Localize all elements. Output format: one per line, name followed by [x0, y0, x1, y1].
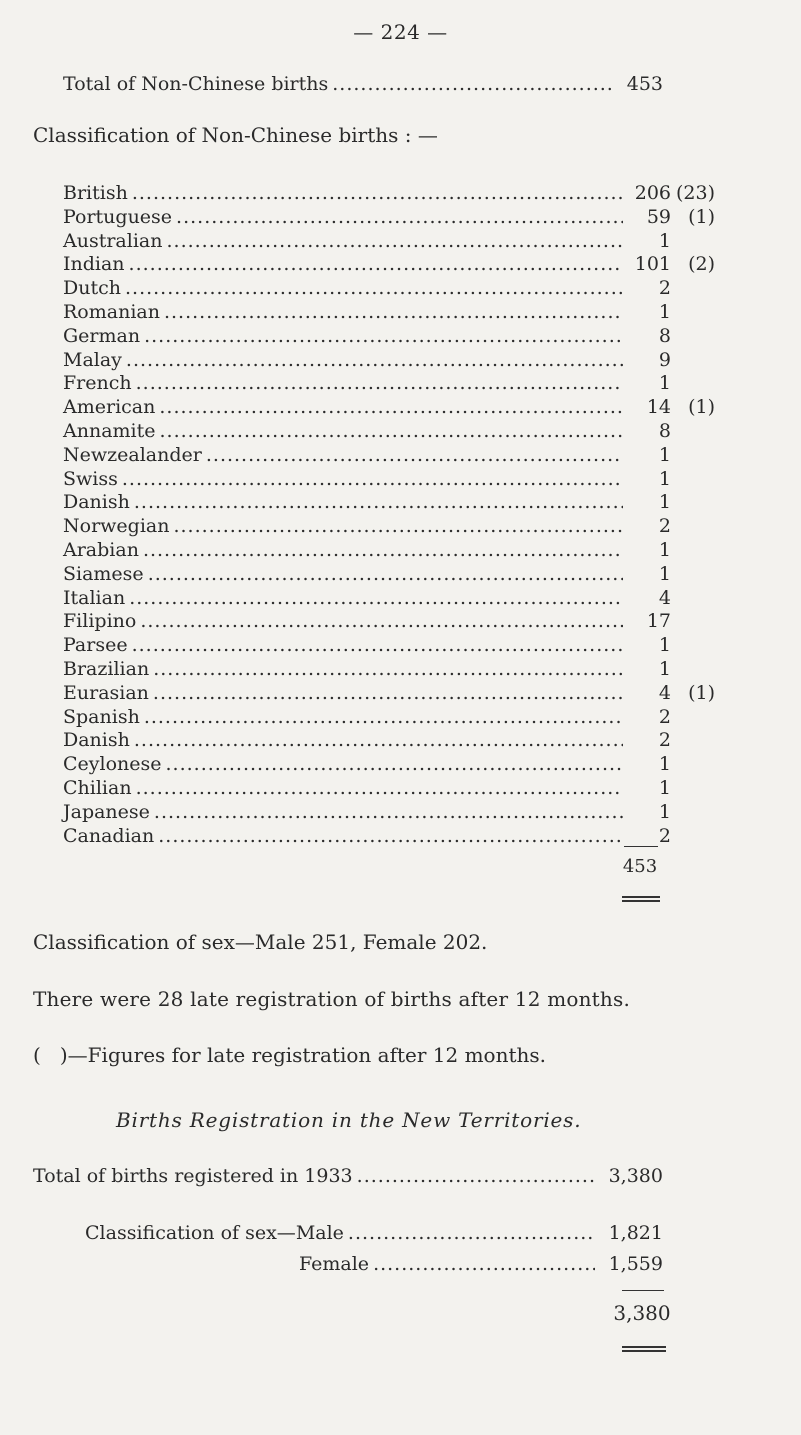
nationality-name: Chilian [63, 777, 132, 799]
nationality-count: 8 [658, 324, 671, 347]
nationality-row [63, 658, 715, 682]
late-registration-count: (2) [688, 253, 715, 276]
dot-leader [373, 1253, 595, 1275]
nationality-name: Australian [63, 229, 163, 252]
nationality-name: British [63, 182, 128, 204]
nationality-row [63, 396, 715, 420]
nationality-count: 2 [658, 705, 671, 728]
nationality-name: American [63, 396, 156, 419]
dot-leader [348, 1222, 595, 1244]
nt-male-row [85, 1222, 663, 1246]
nationality-count: 9 [658, 348, 671, 371]
nationality-name: Dutch [63, 277, 121, 300]
nationality-count: 1 [658, 491, 671, 514]
nt-sum-rule [622, 1290, 664, 1291]
total-registered-row [33, 1165, 663, 1189]
nationality-count: 1 [658, 562, 671, 585]
nationality-count: 1 [658, 539, 671, 561]
nationality-count: 1 [658, 753, 671, 776]
nationality-name: Swiss [63, 467, 118, 490]
nationality-row [63, 420, 715, 444]
dot-leader [153, 658, 623, 680]
nationality-name: German [63, 324, 141, 347]
total-non-chinese-value: 453 [626, 73, 663, 95]
dot-leader [129, 587, 623, 609]
nt-sex-prefix: Classification of sex— [85, 1222, 296, 1244]
dot-leader [153, 682, 623, 704]
nationality-row [63, 825, 715, 849]
total-non-chinese-row [63, 73, 663, 97]
nationality-row [63, 444, 715, 468]
nationality-row [63, 753, 715, 777]
dot-leader [173, 515, 623, 537]
new-territories-heading: Births Registration in the New Territories. [116, 1108, 582, 1132]
nt-female-value: 1,559 [608, 1253, 663, 1275]
nationality-count: 1 [658, 301, 671, 323]
late-registration-count: (23) [675, 182, 715, 204]
nationality-name: Annamite [63, 420, 156, 442]
dot-leader [332, 73, 615, 95]
dot-leader [140, 610, 623, 632]
total-double-rule-top [622, 896, 660, 898]
nationality-name: Canadian [63, 824, 155, 847]
nationality-row [63, 610, 715, 634]
nationality-count: 4 [658, 681, 671, 704]
nationality-name: Siamese [63, 562, 144, 585]
nationality-name: Indian [63, 253, 125, 276]
dot-leader [122, 468, 623, 490]
nationality-count: 59 [646, 205, 671, 228]
nationality-count: 1 [658, 467, 671, 490]
nt-female-label: Female [299, 1253, 370, 1275]
total-registered-label: Total of births registered in 1933 [33, 1165, 353, 1187]
nationality-name: Parsee [63, 634, 128, 657]
dot-leader [126, 349, 623, 371]
nationality-row [63, 230, 715, 254]
nationality-name: Danish [63, 491, 130, 514]
nationality-row [63, 706, 715, 730]
dot-leader [132, 182, 623, 204]
nationality-row [63, 515, 715, 539]
nt-total: 3,380 [613, 1301, 671, 1325]
dot-leader [357, 1165, 595, 1187]
nationality-name: Portuguese [63, 205, 173, 228]
total-double-rule-bottom [622, 900, 660, 902]
nationality-row [63, 206, 715, 230]
dot-leader [134, 491, 623, 513]
dot-leader [134, 729, 623, 751]
nationality-name: Filipino [63, 610, 137, 633]
nationality-name: Eurasian [63, 681, 149, 704]
nt-male-label: Male [295, 1222, 344, 1244]
nationality-name: Danish [63, 729, 130, 752]
nationality-count: 101 [634, 253, 671, 276]
nationality-count: 2 [658, 515, 671, 538]
nationality-name: Ceylonese [63, 753, 162, 776]
dot-leader [166, 230, 623, 252]
nationality-row [63, 182, 715, 206]
nationality-row [63, 372, 715, 396]
total-non-chinese-label: Total of Non-Chinese births [63, 73, 329, 95]
nationality-count: 1 [658, 372, 671, 395]
nationality-name: Newzealander [63, 443, 202, 466]
nationality-row [63, 349, 715, 373]
late-registration-count: (1) [688, 681, 715, 704]
nationality-row [63, 253, 715, 277]
page-number: — 224 — [353, 20, 448, 44]
nationality-count: 2 [658, 824, 671, 847]
total-registered-value: 3,380 [608, 1165, 663, 1187]
nt-male-value: 1,821 [608, 1222, 663, 1244]
nationality-name: Norwegian [63, 515, 170, 538]
dot-leader [136, 777, 623, 799]
nationality-row [63, 587, 715, 611]
dot-leader [136, 372, 623, 394]
dot-leader [176, 206, 623, 228]
dot-leader [144, 325, 623, 347]
dot-leader [125, 277, 623, 299]
nt-female-row [299, 1253, 663, 1277]
nationality-row [63, 325, 715, 349]
nationality-count: 1 [658, 443, 671, 466]
dot-leader [143, 539, 623, 561]
nationality-count: 1 [658, 800, 671, 823]
nationality-count: 4 [658, 586, 671, 609]
nationality-row [63, 563, 715, 587]
nationality-name: Arabian [63, 539, 139, 561]
sex-classification: Classification of sex—Male 251, Female 202. [33, 930, 488, 954]
classification-heading: Classification of Non-Chinese births : — [33, 123, 438, 147]
nationality-row [63, 491, 715, 515]
nt-double-rule-bottom [622, 1350, 666, 1352]
figures-note: ( )—Figures for late registration after 12 months. [33, 1043, 547, 1067]
nationality-count: 2 [658, 729, 671, 752]
nationality-count: 17 [646, 610, 671, 633]
nationality-name: Brazilian [63, 658, 150, 680]
nationality-row [63, 301, 715, 325]
late-registration-count: (1) [688, 396, 715, 419]
dot-leader [129, 253, 623, 275]
dot-leader [132, 634, 623, 656]
nationality-name: French [63, 372, 132, 395]
nationality-name: Malay [63, 348, 122, 371]
late-registration-count: (1) [688, 205, 715, 228]
dot-leader [166, 753, 623, 775]
nationality-count: 1 [658, 229, 671, 252]
dot-leader [148, 563, 623, 585]
nationality-row [63, 468, 715, 492]
nationality-name: Italian [63, 586, 126, 609]
nationality-count: 14 [646, 396, 671, 419]
nationality-name: Japanese [63, 800, 150, 823]
nationality-row [63, 682, 715, 706]
dot-leader [158, 825, 623, 847]
nationality-row [63, 729, 715, 753]
nationality-count: 1 [658, 658, 671, 680]
dot-leader [154, 801, 623, 823]
nationalities-total: 453 [622, 856, 658, 877]
nt-double-rule-top [622, 1346, 666, 1348]
dot-leader [144, 706, 623, 728]
nationality-count: 1 [658, 777, 671, 799]
dot-leader [160, 420, 624, 442]
nationality-name: Romanian [63, 301, 160, 323]
nationality-count: 8 [658, 420, 671, 442]
sum-rule [624, 846, 658, 847]
nationality-row [63, 539, 715, 563]
dot-leader [206, 444, 623, 466]
nationality-count: 1 [658, 634, 671, 657]
nationality-name: Spanish [63, 705, 140, 728]
nationality-row [63, 801, 715, 825]
dot-leader [164, 301, 623, 323]
late-registration-text: There were 28 late registration of births after 12 months. [33, 987, 631, 1011]
nationality-row [63, 277, 715, 301]
nationality-row [63, 777, 715, 801]
nationality-row [63, 634, 715, 658]
nationality-count: 206 [634, 182, 671, 204]
nationality-count: 2 [658, 277, 671, 300]
dot-leader [159, 396, 623, 418]
